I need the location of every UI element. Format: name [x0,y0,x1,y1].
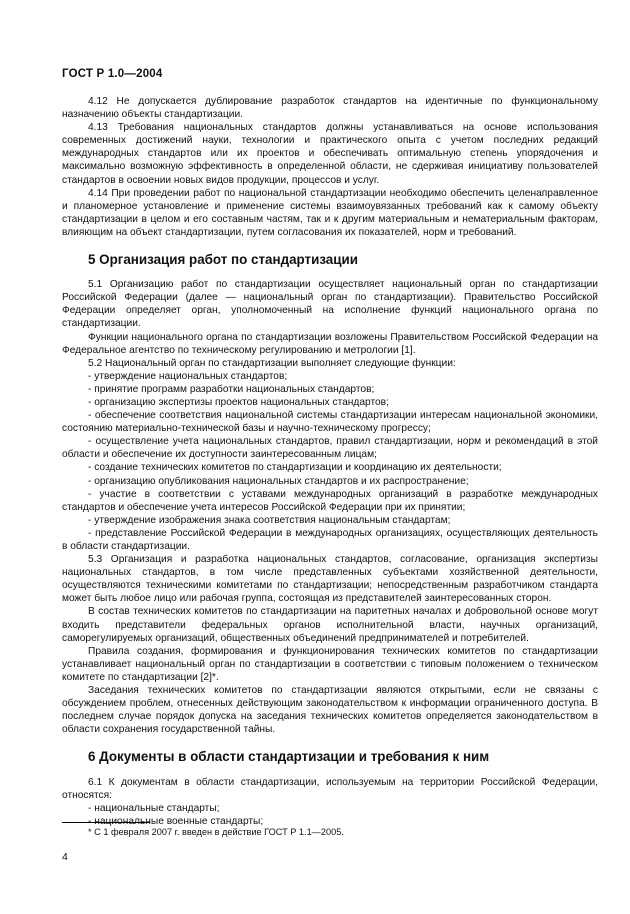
footnote: * С 1 февраля 2007 г. введен в действие ГОСТ Р 1.1—2005. [88,827,344,837]
paragraph: 5.3 Организация и разработка национальных стандартов, согласование, организация экспертизы национальных стандартов, в том числе представленных субъектами хозяйственной деятельности, осуществляются техническими комитетами по стандартизации; непосредственным разработчиком стандарта может быть любое лицо или рабочая группа, состоящая из представителей заинтересованных сторон. [62,554,598,605]
page-number: 4 [62,851,68,863]
list-item: - организацию экспертизы проектов национальных стандартов; [88,396,389,408]
list-item: - утверждение национальных стандартов; [88,370,288,382]
list-item: - принятие программ разработки национальных стандартов; [88,383,375,395]
paragraph: 4.13 Требования национальных стандартов должны устанавливаться на основе использования современных достижений науки, технологии и практического опыта с учетом последних редакций международных стандартов или их проектов и обеспечивать оптимальную степень упорядочения и максимально возможную эффективность в определенной области, не сдерживая инициативу пользователей стандартов в освоении новых видов продукции, процессов и услуг. [62,122,598,186]
paragraph: В состав технических комитетов по стандартизации на паритетных началах и добровольной основе могут входить представители федеральных органов исполнительной власти, научных организаций, саморегулируемых организаций, общественных объединений предпринимателей и потребителей. [62,606,598,644]
list-item: - участие в соответствии с уставами международных организаций в разработке международных стандартов и обеспечение учета интересов Российской Федерации при их принятии; [62,488,598,513]
paragraph: Заседания технических комитетов по стандартизации являются открытыми, если не связаны с обсуждением проблем, отнесенных действующим законодательством к информации ограниченного доступа. В последнем случае порядок допуска на заседания технических комитетов определяется законодательством в области сохранения государственной тайны. [62,685,598,736]
list-item: - создание технических комитетов по стандартизации и координацию их деятельности; [88,462,502,474]
section-heading: 5 Организация работ по стандартизации [88,252,358,268]
list-item: - национальные военные стандарты; [88,815,264,827]
paragraph: 4.14 При проведении работ по национальной стандартизации необходимо обеспечить целенаправленное и планомерное установление и применение системы взаимоувязанных требований как к самому объекту стандартизации в целом и его составным частям, так и к другим материальным и нематериальным факторам, влияющим на объект стандартизации, путем согласования их показателей, норм и требований. [62,187,598,238]
paragraph: Функции национального органа по стандартизации возложены Правительством Российской Федерации на Федеральное агентство по техническому регулированию и метрологии [1]. [62,331,598,356]
list-item: - национальные стандарты; [88,802,220,814]
paragraph: 5.1 Организацию работ по стандартизации осуществляет национальный орган по стандартизации Российской Федерации (далее — национальный орган по стандартизации). Правительство Российской Федерации определяет орган, уполномоченный на исполнение функций национального органа по стандартизации. [62,279,598,330]
list-item: - утверждение изображения знака соответствия национальным стандартам; [88,514,451,526]
list-item: - представление Российской Федерации в международных организациях, осуществляющих деятельность в области стандартизации. [62,527,598,552]
paragraph: 4.12 Не допускается дублирование разработок стандартов на идентичные по функциональному назначению объекты стандартизации. [62,96,598,121]
paragraph: Правила создания, формирования и функционирования технических комитетов по стандартизации устанавливает национальный орган по стандартизации в соответствии с типовым положением о техническом комитете по стандартизации [2]*. [62,645,598,683]
running-header: ГОСТ Р 1.0—2004 [62,68,163,80]
paragraph: 5.2 Национальный орган по стандартизации выполняет следующие функции: [88,357,456,369]
section-heading: 6 Документы в области стандартизации и требования к ним [88,749,490,765]
list-item: - организацию опубликования национальных стандартов и их распространение; [88,475,469,487]
footnote-rule [62,822,150,823]
list-item: - осуществление учета национальных стандартов, правил стандартизации, норм и рекомендаций в этой области и обеспечение их доступности заинтересованным лицам; [62,436,598,461]
list-item: - обеспечение соответствия национальной системы стандартизации интересам национальной экономики, состоянию материально-технической базы и научно-техническому прогрессу; [62,410,598,435]
paragraph: 6.1 К документам в области стандартизации, используемым на территории Российской Федерации, относятся: [62,776,598,801]
document-body [62,95,598,828]
